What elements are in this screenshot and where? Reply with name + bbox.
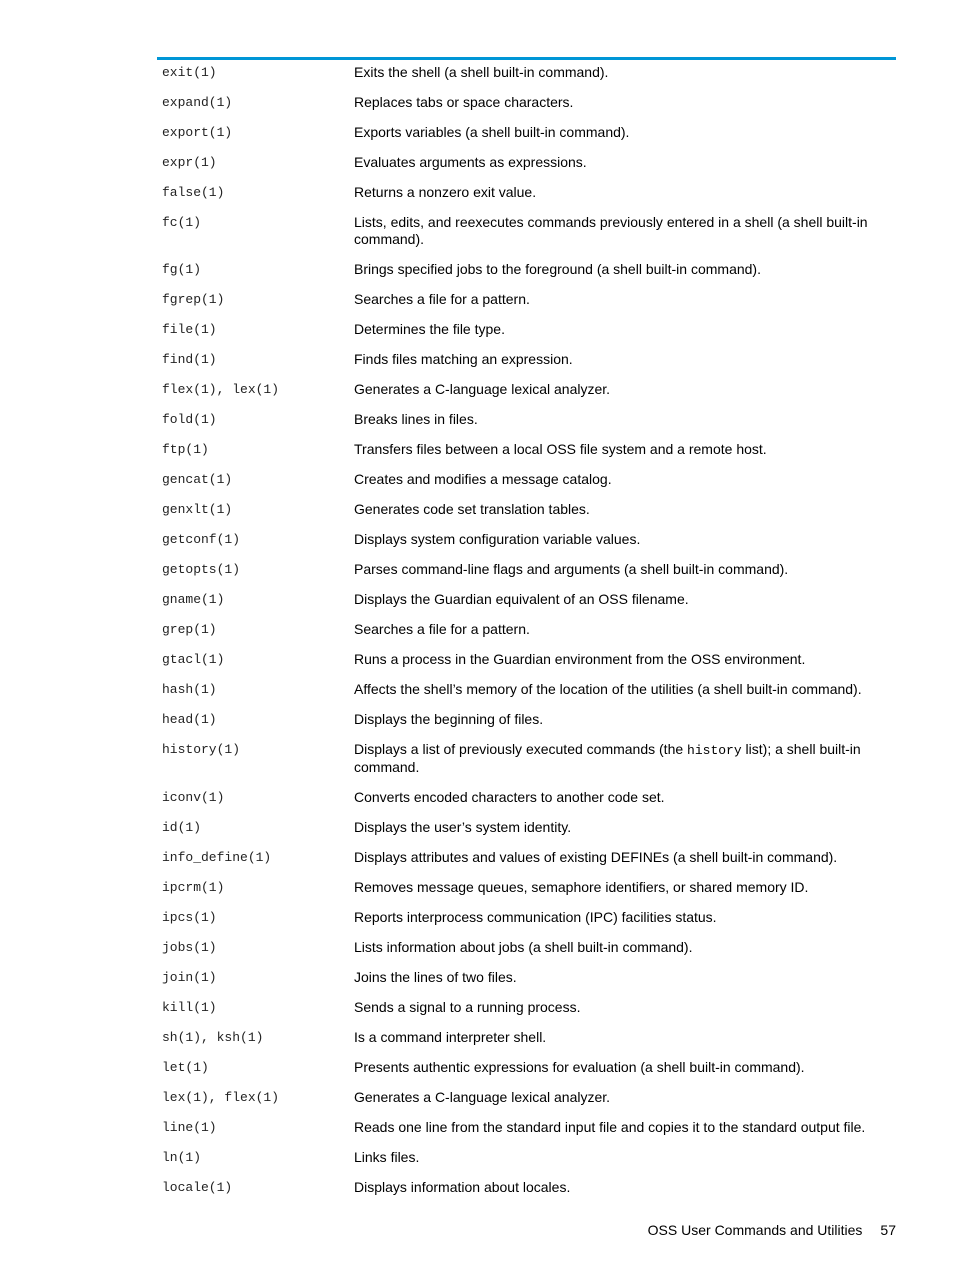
table-row bbox=[157, 531, 896, 548]
table-row bbox=[157, 651, 896, 668]
command-name: fg(1) bbox=[162, 262, 202, 277]
command-description: Joins the lines of two files. bbox=[354, 969, 517, 985]
command-description: Evaluates arguments as expressions. bbox=[354, 154, 587, 170]
command-table bbox=[157, 64, 896, 1209]
command-description: Is a command interpreter shell. bbox=[354, 1029, 547, 1045]
table-row bbox=[157, 591, 896, 608]
command-name: ipcs(1) bbox=[162, 910, 217, 925]
command-description: Parses command-line flags and arguments (a shell built-in command). bbox=[354, 561, 789, 577]
table-row bbox=[157, 999, 896, 1016]
command-name: fgrep(1) bbox=[162, 292, 225, 307]
command-description: Removes message queues, semaphore identifiers, or shared memory ID. bbox=[354, 879, 809, 895]
command-description: Lists, edits, and reexecutes commands previously entered in a shell (a shell built-in command). bbox=[354, 214, 868, 247]
command-description: Searches a file for a pattern. bbox=[354, 621, 530, 637]
table-row bbox=[157, 214, 896, 248]
table-row bbox=[157, 291, 896, 308]
command-description: Breaks lines in files. bbox=[354, 411, 478, 427]
top-rule bbox=[157, 57, 896, 60]
table-row bbox=[157, 879, 896, 896]
command-name: locale(1) bbox=[162, 1180, 233, 1195]
table-row bbox=[157, 969, 896, 986]
table-row bbox=[157, 1119, 896, 1136]
table-row bbox=[157, 681, 896, 698]
command-name: getconf(1) bbox=[162, 532, 241, 547]
table-row bbox=[157, 94, 896, 111]
table-row bbox=[157, 441, 896, 458]
command-description: Searches a file for a pattern. bbox=[354, 291, 530, 307]
table-row bbox=[157, 471, 896, 488]
command-name: fc(1) bbox=[162, 215, 202, 230]
command-name: sh(1), ksh(1) bbox=[162, 1030, 264, 1045]
command-name: line(1) bbox=[162, 1120, 217, 1135]
command-description: Displays the beginning of files. bbox=[354, 711, 544, 727]
command-description: Displays the user’s system identity. bbox=[354, 819, 572, 835]
command-description: Reads one line from the standard input file and copies it to the standard output file. bbox=[354, 1119, 866, 1135]
table-row bbox=[157, 501, 896, 518]
command-description: Displays attributes and values of existing DEFINEs (a shell built-in command). bbox=[354, 849, 838, 865]
command-description: Displays system configuration variable values. bbox=[354, 531, 641, 547]
page-number: 57 bbox=[880, 1222, 896, 1238]
table-row bbox=[157, 621, 896, 638]
command-description: Affects the shell’s memory of the location of the utilities (a shell built-in command). bbox=[354, 681, 862, 697]
page-footer bbox=[648, 1222, 896, 1239]
command-description: Converts encoded characters to another code set. bbox=[354, 789, 665, 805]
table-row bbox=[157, 909, 896, 926]
command-name: ipcrm(1) bbox=[162, 880, 225, 895]
command-description: Exits the shell (a shell built-in command). bbox=[354, 64, 609, 80]
table-row bbox=[157, 1059, 896, 1076]
command-description: Brings specified jobs to the foreground (a shell built-in command). bbox=[354, 261, 761, 277]
command-name: gencat(1) bbox=[162, 472, 233, 487]
command-name: flex(1), lex(1) bbox=[162, 382, 280, 397]
table-row bbox=[157, 184, 896, 201]
table-row bbox=[157, 789, 896, 806]
table-row bbox=[157, 411, 896, 428]
command-description: Generates a C-language lexical analyzer. bbox=[354, 381, 611, 397]
table-row bbox=[157, 261, 896, 278]
command-description: Displays the Guardian equivalent of an OSS filename. bbox=[354, 591, 689, 607]
command-description: Reports interprocess communication (IPC) facilities status. bbox=[354, 909, 717, 925]
command-name: ftp(1) bbox=[162, 442, 209, 457]
command-name: expand(1) bbox=[162, 95, 233, 110]
table-row bbox=[157, 381, 896, 398]
command-description: Finds files matching an expression. bbox=[354, 351, 573, 367]
command-description: Generates a C-language lexical analyzer. bbox=[354, 1089, 611, 1105]
command-description: Lists information about jobs (a shell built-in command). bbox=[354, 939, 693, 955]
command-name: info_define(1) bbox=[162, 850, 272, 865]
command-name: export(1) bbox=[162, 125, 233, 140]
footer-section-title: OSS User Commands and Utilities bbox=[647, 1222, 863, 1238]
command-name: head(1) bbox=[162, 712, 217, 727]
command-name: grep(1) bbox=[162, 622, 217, 637]
table-row bbox=[157, 939, 896, 956]
table-row bbox=[157, 1179, 896, 1196]
description-text: Displays a list of previously executed commands (the bbox=[354, 741, 688, 757]
command-description: Generates code set translation tables. bbox=[354, 501, 590, 517]
command-name: jobs(1) bbox=[162, 940, 217, 955]
command-name: iconv(1) bbox=[162, 790, 225, 805]
table-row bbox=[157, 849, 896, 866]
command-name: gname(1) bbox=[162, 592, 225, 607]
command-name: genxlt(1) bbox=[162, 502, 233, 517]
command-description: Replaces tabs or space characters. bbox=[354, 94, 574, 110]
description-text: list); a shell built-in command. bbox=[354, 741, 861, 775]
command-name: gtacl(1) bbox=[162, 652, 225, 667]
table-row bbox=[157, 64, 896, 81]
command-name: file(1) bbox=[162, 322, 217, 337]
command-description: Creates and modifies a message catalog. bbox=[354, 471, 612, 487]
command-name: exit(1) bbox=[162, 65, 217, 80]
table-row bbox=[157, 154, 896, 171]
command-description: Exports variables (a shell built-in command). bbox=[354, 124, 630, 140]
command-name: kill(1) bbox=[162, 1000, 217, 1015]
description-code: history bbox=[687, 743, 742, 758]
command-description bbox=[349, 741, 896, 776]
table-row bbox=[157, 351, 896, 368]
command-name: false(1) bbox=[162, 185, 225, 200]
command-name: hash(1) bbox=[162, 682, 217, 697]
command-name: join(1) bbox=[162, 970, 217, 985]
table-row bbox=[157, 1029, 896, 1046]
command-name: history(1) bbox=[162, 742, 241, 757]
command-name: getopts(1) bbox=[162, 562, 241, 577]
table-row bbox=[157, 321, 896, 338]
table-row bbox=[157, 561, 896, 578]
table-row bbox=[157, 741, 896, 776]
command-name: find(1) bbox=[162, 352, 217, 367]
command-name: id(1) bbox=[162, 820, 202, 835]
command-description: Presents authentic expressions for evaluation (a shell built-in command). bbox=[354, 1059, 805, 1075]
command-name: fold(1) bbox=[162, 412, 217, 427]
command-name: lex(1), flex(1) bbox=[162, 1090, 280, 1105]
table-row bbox=[157, 1089, 896, 1106]
table-row bbox=[157, 1149, 896, 1166]
command-description: Links files. bbox=[354, 1149, 420, 1165]
command-description: Returns a nonzero exit value. bbox=[354, 184, 537, 200]
table-row bbox=[157, 711, 896, 728]
table-row bbox=[157, 124, 896, 141]
command-description: Sends a signal to a running process. bbox=[354, 999, 581, 1015]
command-name: let(1) bbox=[162, 1060, 209, 1075]
command-description: Runs a process in the Guardian environment from the OSS environment. bbox=[354, 651, 806, 667]
table-row bbox=[157, 819, 896, 836]
command-description: Transfers files between a local OSS file system and a remote host. bbox=[354, 441, 767, 457]
command-description: Determines the file type. bbox=[354, 321, 505, 337]
command-name: expr(1) bbox=[162, 155, 217, 170]
command-name: ln(1) bbox=[162, 1150, 202, 1165]
command-description: Displays information about locales. bbox=[354, 1179, 571, 1195]
